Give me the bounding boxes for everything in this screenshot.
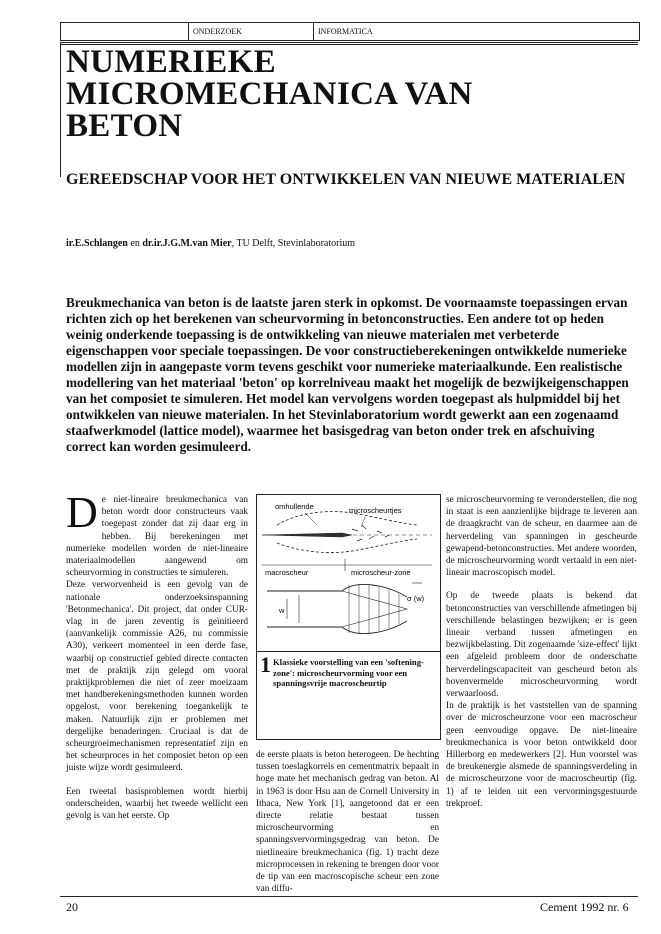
col3-paragraph-2: Op de tweede plaats is bekend dat betonconstructies van verschillende afmetingen bij verschillende belastingen bezwijken; er is geen lineair verband tussen afmetingen en bezwijkbelasting. Dit zogenaamde 'size-effect' lijkt een afgeleid probleem door de onderschatte herverdelingscapaciteit van gescheurd beton als bovenvermelde microscheurvorming wordt verwaarloosd. [446,591,637,700]
author-2: dr.ir.J.G.M.van Mier [142,238,232,249]
col1-paragraph-3: Een tweetal basisproblemen wordt hierbij onderscheiden, waarbij het tweede wellicht een gevolg is van het eerste. Op [66,786,248,822]
col1-p1-text: e niet-lineaire breukmechanica van beton wordt door constructeurs vaak toegepast zonder dat zij daar erg in hebben. Bij berekeningen met numerieke modellen worden de niet-lineaire materiaalmodellen aangewend om scheurvorming in constructies te simuleren. [66,495,248,579]
figure-1 [256,494,441,652]
label-w: w [279,606,285,615]
author-join: en [127,238,143,249]
title-side-rule [60,42,61,177]
label-macroscheur: macroscheur [265,568,309,577]
figure-caption: Klassieke voorstelling van een 'softening-zone': microscheurvorming voor een spanningsvrije macroscheurtip [273,657,424,688]
title-line-2: MICROMECHANICA VAN [66,76,473,112]
label-microscheur-zone: microscheur-zone [351,568,411,577]
label-sigma-w: σ (w) [407,594,425,603]
title-rule [60,42,638,43]
tab-spacer [61,23,189,40]
column-3 [446,494,637,810]
section-tabs [60,22,640,41]
journal-name: Cement 1992 nr. 6 [540,900,629,914]
label-microscheurtjes: microscheurtjes [349,506,402,515]
page-number: 20 [66,900,78,914]
author-1: ir.E.Schlangen [66,238,128,249]
drop-cap: D [66,488,98,537]
affiliation: , TU Delft, Stevinlaboratorium [231,238,355,249]
article-title [66,46,626,142]
tab-onderzoek: ONDERZOEK [189,23,314,40]
col3-paragraph-3: In de praktijk is het vaststellen van de spanning over de microscheurzone voor een macroscheur geen eenvoudige opgave. De niet-lineaire breukmechanica is voor beton ontwikkeld door Hillerborg en medewerkers [2]. Hun voorstel was de breukenergie alsmede de spanningsverdeling in de microscheurzone voor de macroscheurtip (fig. 1) af te leiden uit een vervormingsgestuurde trekproef. [446,701,637,809]
tab-informatica: INFORMATICA [318,27,373,36]
label-omhullende: omhullende [275,502,314,511]
figure-number: 1 [260,652,271,677]
col3-paragraph-1: se microscheurvorming te veronderstellen, die nog in staat is een aanzienlijke bijdrage te leveren aan de draagkracht van de scheur, en daarmee aan de herverdeling van spanningen in gescheurde gewapend-betonconstructies. Met andere woorden, de microscheurvorming wordt vertaald in een niet-lineair macroscopisch model. [446,495,637,579]
lead-paragraph: Breukmechanica van beton is de laatste jaren sterk in opkomst. De voornaamste toepassingen ervan richten zich op het berekenen van scheurvorming in betonconstructies. Een andere tot op heden weinig onderkende toepassing is de ontwikkeling van nieuwe materialen met verbeterde eigenschappen voor speciale toepassingen. De voor constructieberekeningen ontwikkelde numerieke modellen zijn in aangepaste vorm tevens geschikt voor numerieke materiaalkunde. Een realistische modellering van het materiaal 'beton' op korrelniveau maakt het mogelijk de bezwijkeigenschappen van het composiet te simuleren. Het model kan vervolgens worden toegepast als hulpmiddel bij het ontwikkelen van nieuwe materialen. In het Stevinlaboratorium wordt gewerkt aan een zogenaamd staafwerkmodel (lattice model), waarmee het basisgedrag van beton onder trek en afschuiving correct kan worden gesimuleerd. [66,295,629,454]
col1-paragraph-2: Deze verworvenheid is een gevolg van de nationale onderzoeksinspanning 'Betonmechanica'. Dit project, dat onder CUR-vlag in de jaren zeventig is geïnitieerd (aanvankelijk commissie A26, nu commissie A30), verkeert momenteel in een derde fase, waarbij op constructief gebied directe contacten met de praktijk zijn gelegd om vooral praktijkproblemen die niet of zeer moeizaam met handberekeningsmethoden kunnen worden opgelost, voor berekening toegankelijk te maken. Natuurlijk zijn er problemen met dergelijke benaderingen. Cruciaal is dat de scheurgroeimechanismen representatief zijn en het scheurproces in het composiet beton op een juiste wijze wordt gesimuleerd. [66,580,248,774]
author-line [66,238,626,249]
title-line-3: BETON [66,108,183,144]
col2-paragraph-1: de eerste plaats is beton heterogeen. De hechting tussen toeslagkorrels en cementmatrix bepaalt in hoge mate het mechanisch gedrag van beton. Al in 1963 is door Hsu aan de Cornell University in Ithaca, New York [1], aangetoond dat er een directe relatie bestaat tussen microscheurvorming en spanningsvervormingsgedrag van beton. De nietlineaire breukmechanica (fig. 1) tracht deze microprocessen in rekening te brengen door voor de tip van een macroscopische scheur een zone van diffu- [256,750,439,895]
article-subtitle: GEREEDSCHAP VOOR HET ONTWIKKELEN VAN NIEUWE MATERIALEN [66,171,626,188]
col1-paragraph-1 [66,488,248,579]
column-1 [66,488,248,822]
column-2 [256,749,439,895]
crack-zone-diagram [257,495,440,651]
title-line-1: NUMERIEKE [66,44,276,80]
footer-rule [60,896,638,897]
